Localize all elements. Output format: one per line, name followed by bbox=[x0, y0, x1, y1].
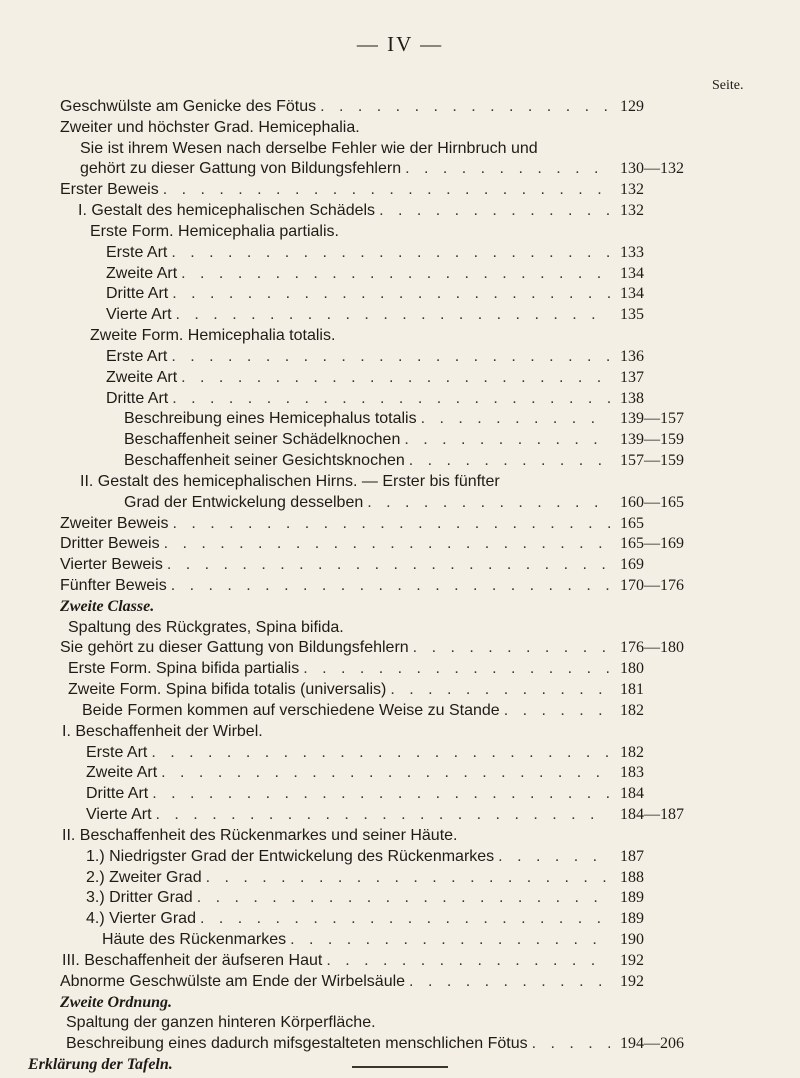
toc-leader-dots bbox=[206, 867, 610, 889]
toc-entry-title: Erste Form. Hemicephalia partialis. bbox=[90, 222, 339, 240]
toc-entry-title: II. Gestalt des hemicephalischen Hirns. — Erster bis fünfter bbox=[80, 472, 500, 490]
toc-page-number: 189 bbox=[620, 910, 644, 928]
toc-entry bbox=[90, 325, 614, 347]
toc-entry-title: Erste Art bbox=[106, 243, 168, 261]
toc-leader-dots bbox=[181, 263, 610, 285]
toc-entry-title: 2.) Zweiter Grad bbox=[86, 868, 202, 886]
toc-page-number: 133 bbox=[620, 243, 644, 261]
toc-entry bbox=[60, 992, 614, 1014]
toc-entry bbox=[60, 637, 684, 659]
toc-entry bbox=[124, 450, 684, 472]
toc-leader-dots bbox=[156, 804, 610, 826]
toc-leader-dots bbox=[172, 283, 610, 305]
toc-entry-title: Zweite Classe. bbox=[60, 597, 155, 615]
toc-page-number: 184 bbox=[620, 785, 644, 803]
toc-entry-title: Fünfter Beweis bbox=[60, 577, 167, 594]
toc-entry-title: Häute des Rückenmarkes bbox=[102, 931, 287, 949]
toc-entry bbox=[60, 971, 644, 993]
toc-entry bbox=[86, 783, 644, 805]
toc-entry-title: Abnorme Geschwülste am Ende der Wirbelsäule bbox=[60, 972, 406, 990]
toc-page-number: 189 bbox=[620, 889, 644, 907]
toc-page-number: 138 bbox=[620, 389, 644, 407]
toc-entry-title: Spaltung des Rückgrates, Spina bifida. bbox=[68, 618, 344, 636]
toc-entry-title: 1.) Niedrigster Grad der Entwickelung des Rückenmarkes bbox=[86, 847, 495, 865]
toc-entry bbox=[62, 721, 614, 743]
toc-entry-title: Erklärung der Tafeln. bbox=[28, 1056, 173, 1073]
toc-leader-dots bbox=[320, 96, 610, 118]
toc-leader-dots bbox=[413, 637, 610, 659]
toc-entry bbox=[106, 263, 644, 285]
toc-entry bbox=[60, 117, 614, 139]
toc-leader-dots bbox=[390, 679, 610, 701]
toc-leader-dots bbox=[409, 971, 610, 993]
toc-page-number: 129 bbox=[620, 98, 644, 115]
toc-entry-title: Zweiter und höchster Grad. Hemicephalia. bbox=[60, 118, 360, 136]
toc-entry-title: Vierter Beweis bbox=[60, 556, 163, 574]
toc-leader-dots bbox=[200, 908, 610, 930]
toc-leader-dots bbox=[367, 492, 610, 514]
toc-leader-dots bbox=[172, 513, 610, 535]
toc-leader-dots bbox=[161, 762, 610, 784]
toc-entry-title: Grad der Entwickelung desselben bbox=[124, 493, 364, 511]
toc-page-number: 160—165 bbox=[620, 493, 684, 511]
toc-page-number: 176—180 bbox=[620, 639, 684, 657]
toc-entry bbox=[106, 367, 644, 389]
toc-entry bbox=[124, 429, 684, 451]
toc-leader-dots bbox=[163, 179, 610, 201]
toc-page-number: 139—159 bbox=[620, 431, 684, 449]
toc-entry bbox=[60, 179, 644, 201]
toc-leader-dots bbox=[498, 846, 610, 868]
toc-leader-dots bbox=[171, 575, 610, 597]
toc-entry bbox=[66, 1012, 614, 1034]
toc-entry bbox=[124, 408, 684, 430]
toc-entry bbox=[60, 575, 684, 597]
toc-entry-title: Beschreibung eines Hemicephalus totalis bbox=[124, 410, 417, 428]
toc-entry bbox=[86, 742, 644, 764]
toc-page-number: 182 bbox=[620, 701, 644, 719]
toc-entry bbox=[80, 158, 684, 180]
toc-leader-dots bbox=[172, 388, 610, 410]
toc-entry-title: Zweite Form. Hemicephalia totalis. bbox=[90, 327, 336, 345]
toc-entry-title: Dritte Art bbox=[106, 285, 169, 303]
toc-leader-dots bbox=[290, 929, 610, 951]
toc-entry bbox=[86, 846, 644, 868]
toc-entry bbox=[106, 346, 644, 368]
toc-entry bbox=[62, 825, 614, 847]
toc-page-number: 184—187 bbox=[620, 806, 684, 824]
toc-entry-title: Erste Art bbox=[106, 347, 168, 365]
toc-page-number: 165—169 bbox=[620, 535, 684, 553]
toc-leader-dots bbox=[303, 658, 610, 680]
toc-entry-title: Sie gehört zu dieser Gattung von Bildungsfehlern bbox=[60, 639, 409, 657]
toc-entry-title: III. Beschaffenheit der äufseren Haut bbox=[62, 951, 323, 969]
toc-page-number: 181 bbox=[620, 681, 644, 699]
toc-entry bbox=[106, 304, 644, 326]
toc-entry bbox=[60, 96, 644, 118]
toc-page-number: 169 bbox=[620, 556, 644, 574]
toc-page-number: 134 bbox=[620, 264, 644, 282]
toc-entry-title: Erste Form. Spina bifida partialis bbox=[68, 660, 300, 678]
toc-entry bbox=[86, 804, 684, 826]
toc-page-number: 130—132 bbox=[620, 160, 684, 178]
toc-entry-title: Zweite Form. Spina bifida totalis (universalis) bbox=[68, 681, 387, 699]
toc-page-number: 134 bbox=[620, 285, 644, 303]
toc-page-number: 182 bbox=[620, 743, 644, 761]
toc-entry-title: Vierte Art bbox=[106, 306, 172, 324]
toc-page-number: 157—159 bbox=[620, 452, 684, 470]
toc-entry bbox=[28, 1054, 614, 1076]
toc-leader-dots bbox=[151, 742, 610, 764]
toc-page-number: 194—206 bbox=[620, 1035, 684, 1053]
seite-column-label: Seite. bbox=[712, 78, 744, 93]
toc-entry bbox=[80, 138, 614, 160]
toc-leader-dots bbox=[405, 158, 610, 180]
toc-leader-dots bbox=[176, 304, 610, 326]
toc-entry-title: I. Gestalt des hemicephalischen Schädels bbox=[78, 202, 376, 220]
toc-entry-title: Spaltung der ganzen hinteren Körperfläche. bbox=[66, 1014, 376, 1032]
toc-entry bbox=[80, 471, 614, 493]
toc-entry-title: Beide Formen kommen auf verschiedene Weise zu Stande bbox=[82, 701, 500, 719]
toc-page-number: 139—157 bbox=[620, 410, 684, 428]
toc-entry-title: 3.) Dritter Grad bbox=[86, 889, 193, 907]
toc-leader-dots bbox=[532, 1033, 610, 1055]
toc-entry bbox=[68, 679, 644, 701]
toc-leader-dots bbox=[181, 367, 610, 389]
toc-leader-dots bbox=[197, 887, 610, 909]
toc-page-number: 165 bbox=[620, 514, 644, 532]
toc-page-number: 132 bbox=[620, 181, 644, 199]
toc-entry bbox=[106, 242, 644, 264]
toc-entry-title: 4.) Vierter Grad bbox=[86, 910, 196, 928]
toc-entry bbox=[60, 533, 684, 555]
toc-entry bbox=[106, 388, 644, 410]
toc-entry bbox=[86, 908, 644, 930]
toc-page-number: 188 bbox=[620, 868, 644, 886]
toc-entry bbox=[124, 492, 684, 514]
toc-leader-dots bbox=[152, 783, 610, 805]
toc-entry bbox=[86, 762, 644, 784]
toc-leader-dots bbox=[167, 554, 610, 576]
toc-entry bbox=[102, 929, 644, 951]
toc-leader-dots bbox=[421, 408, 610, 430]
toc-entry-title: gehört zu dieser Gattung von Bildungsfehlern bbox=[80, 160, 402, 178]
toc-entry bbox=[60, 554, 644, 576]
toc-entry-title: Dritter Beweis bbox=[60, 535, 160, 553]
toc-entry-title: I. Beschaffenheit der Wirbel. bbox=[62, 722, 263, 740]
toc-leader-dots bbox=[326, 950, 610, 972]
toc-page-number: 137 bbox=[620, 368, 644, 386]
toc-leader-dots bbox=[504, 700, 610, 722]
toc-entry bbox=[106, 283, 644, 305]
toc-entry-title: Erste Art bbox=[86, 743, 148, 761]
toc-page-number: 187 bbox=[620, 847, 644, 865]
toc-entry-title: Erster Beweis bbox=[60, 181, 159, 199]
toc-leader-dots bbox=[379, 200, 610, 222]
toc-entry bbox=[86, 867, 644, 889]
toc-page-number: 192 bbox=[620, 972, 644, 990]
toc-entry-title: Vierte Art bbox=[86, 806, 152, 824]
toc-entry-title: Zweite Ordnung. bbox=[60, 993, 173, 1011]
toc-entry-title: Zweiter Beweis bbox=[60, 514, 169, 532]
toc-page-number: 192 bbox=[620, 951, 644, 969]
toc-page-number: 132 bbox=[620, 202, 644, 220]
toc-entry bbox=[68, 617, 614, 639]
toc-page-number: 190 bbox=[620, 931, 644, 949]
toc-leader-dots bbox=[171, 346, 610, 368]
toc-entry-title: Beschaffenheit seiner Schädelknochen bbox=[124, 431, 401, 449]
toc-entry bbox=[82, 700, 644, 722]
toc-leader-dots bbox=[404, 429, 610, 451]
toc-entry bbox=[90, 221, 614, 243]
toc-entry bbox=[86, 887, 644, 909]
toc-entry-title: Beschreibung eines dadurch mifsgestalteten menschlichen Fötus bbox=[66, 1035, 528, 1053]
toc-page-number: 180 bbox=[620, 660, 644, 678]
toc-page-number: 183 bbox=[620, 764, 644, 782]
page-number-header: — IV — bbox=[356, 32, 444, 56]
toc-entry-title: Zweite Art bbox=[106, 264, 178, 282]
toc-entry bbox=[68, 658, 644, 680]
toc-page-number: 136 bbox=[620, 347, 644, 365]
toc-entry bbox=[78, 200, 644, 222]
toc-entry-title: Dritte Art bbox=[106, 389, 169, 407]
toc-entry-title: Geschwülste am Genicke des Fötus bbox=[60, 98, 317, 115]
toc-entry bbox=[62, 950, 644, 972]
toc-page-number: 170—176 bbox=[620, 577, 684, 594]
toc-entry-title: Dritte Art bbox=[86, 785, 149, 803]
toc-entry bbox=[66, 1033, 684, 1055]
toc-entry bbox=[60, 596, 614, 618]
toc-entry bbox=[60, 513, 644, 535]
toc-page-number: 135 bbox=[620, 306, 644, 324]
toc-leader-dots bbox=[409, 450, 610, 472]
closing-rule bbox=[352, 1066, 448, 1068]
toc-leader-dots bbox=[164, 533, 610, 555]
toc-entry-title: Zweite Art bbox=[106, 368, 178, 386]
toc-entry-title: Beschaffenheit seiner Gesichtsknochen bbox=[124, 452, 405, 470]
toc-entry-title: II. Beschaffenheit des Rückenmarkes und seiner Häute. bbox=[62, 826, 458, 844]
toc-entry-title: Zweite Art bbox=[86, 764, 158, 782]
toc-entry-title: Sie ist ihrem Wesen nach derselbe Fehler wie der Hirnbruch und bbox=[80, 139, 538, 157]
toc-leader-dots bbox=[171, 242, 610, 264]
